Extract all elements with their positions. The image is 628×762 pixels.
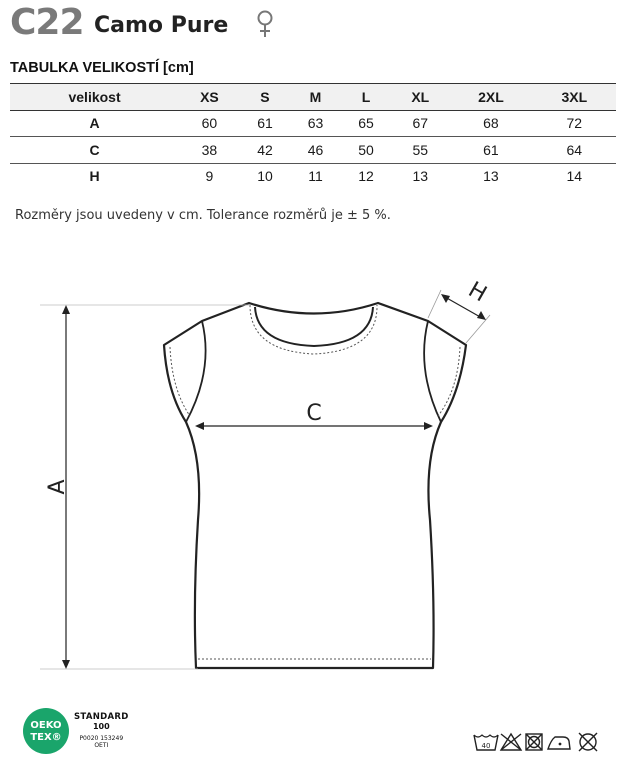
- table-cell: 60: [201, 115, 218, 132]
- product-name: Camo Pure: [94, 13, 229, 38]
- table-cell: 13: [412, 168, 429, 185]
- table-row: [10, 110, 616, 137]
- table-cell: 55: [412, 141, 429, 158]
- shirt-measurement-diagram: [0, 270, 628, 680]
- table-cell: 38: [201, 141, 218, 158]
- size-header: S: [260, 88, 270, 105]
- size-header: XL: [411, 88, 430, 105]
- size-header: XS: [200, 88, 219, 105]
- row-label: C: [89, 141, 100, 158]
- table-cell: 50: [358, 141, 374, 158]
- table-cell: 14: [566, 168, 583, 185]
- measure-label-c: C: [306, 401, 322, 426]
- size-header: 3XL: [561, 88, 588, 105]
- iron-low-icon: [548, 737, 570, 749]
- wash-40-icon: [474, 735, 498, 750]
- product-code: C22: [10, 2, 84, 43]
- size-header: 2XL: [478, 88, 504, 105]
- table-cell: 61: [257, 115, 273, 132]
- table-cell: 9: [205, 168, 214, 185]
- size-table-title: TABULKA VELIKOSTÍ [cm]: [10, 60, 194, 76]
- table-cell: 42: [257, 141, 273, 158]
- table-cell: 65: [358, 115, 374, 132]
- oeko-logo-line2: TEX®: [30, 732, 62, 743]
- cert-number: P0020 153249: [79, 735, 124, 742]
- table-row: [10, 137, 616, 164]
- size-header: L: [361, 88, 371, 105]
- table-cell: 72: [566, 115, 583, 132]
- table-cell: 67: [412, 115, 429, 132]
- care-symbols: [473, 731, 605, 753]
- standard-label: STANDARD: [74, 712, 129, 722]
- table-cell: 63: [307, 115, 324, 132]
- table-cell: 12: [358, 168, 374, 185]
- no-tumble-dry-icon: [526, 734, 542, 750]
- female-symbol-icon: [252, 8, 278, 40]
- size-table: [10, 83, 616, 189]
- size-header: M: [309, 88, 322, 105]
- oeko-tex-standard: [74, 712, 129, 749]
- table-cell: 13: [483, 168, 499, 185]
- wash-temp: 40: [481, 742, 491, 750]
- table-row: [10, 163, 616, 189]
- corner-label: velikost: [68, 88, 121, 105]
- row-label: A: [89, 115, 100, 132]
- table-cell: 46: [307, 141, 324, 158]
- measure-label-a: A: [45, 479, 70, 495]
- oeko-tex-logo: [22, 707, 70, 755]
- shirt-outline: [164, 303, 466, 668]
- no-dry-clean-icon: [579, 733, 597, 751]
- no-bleach-icon: [501, 734, 521, 750]
- cert-institute: OETI: [94, 742, 109, 749]
- oeko-logo-line1: OEKO: [30, 720, 62, 731]
- measure-label-h: H: [463, 277, 491, 308]
- tolerance-note: Rozměry jsou uvedeny v cm. Tolerance rozměrů je ± 5 %.: [15, 208, 391, 223]
- table-cell: 10: [257, 168, 273, 185]
- table-cell: 61: [483, 141, 499, 158]
- size-table-header: [10, 84, 616, 111]
- standard-number: 100: [92, 722, 110, 731]
- table-cell: 68: [483, 115, 499, 132]
- row-label: H: [89, 168, 100, 185]
- table-cell: 64: [566, 141, 583, 158]
- table-cell: 11: [308, 168, 323, 185]
